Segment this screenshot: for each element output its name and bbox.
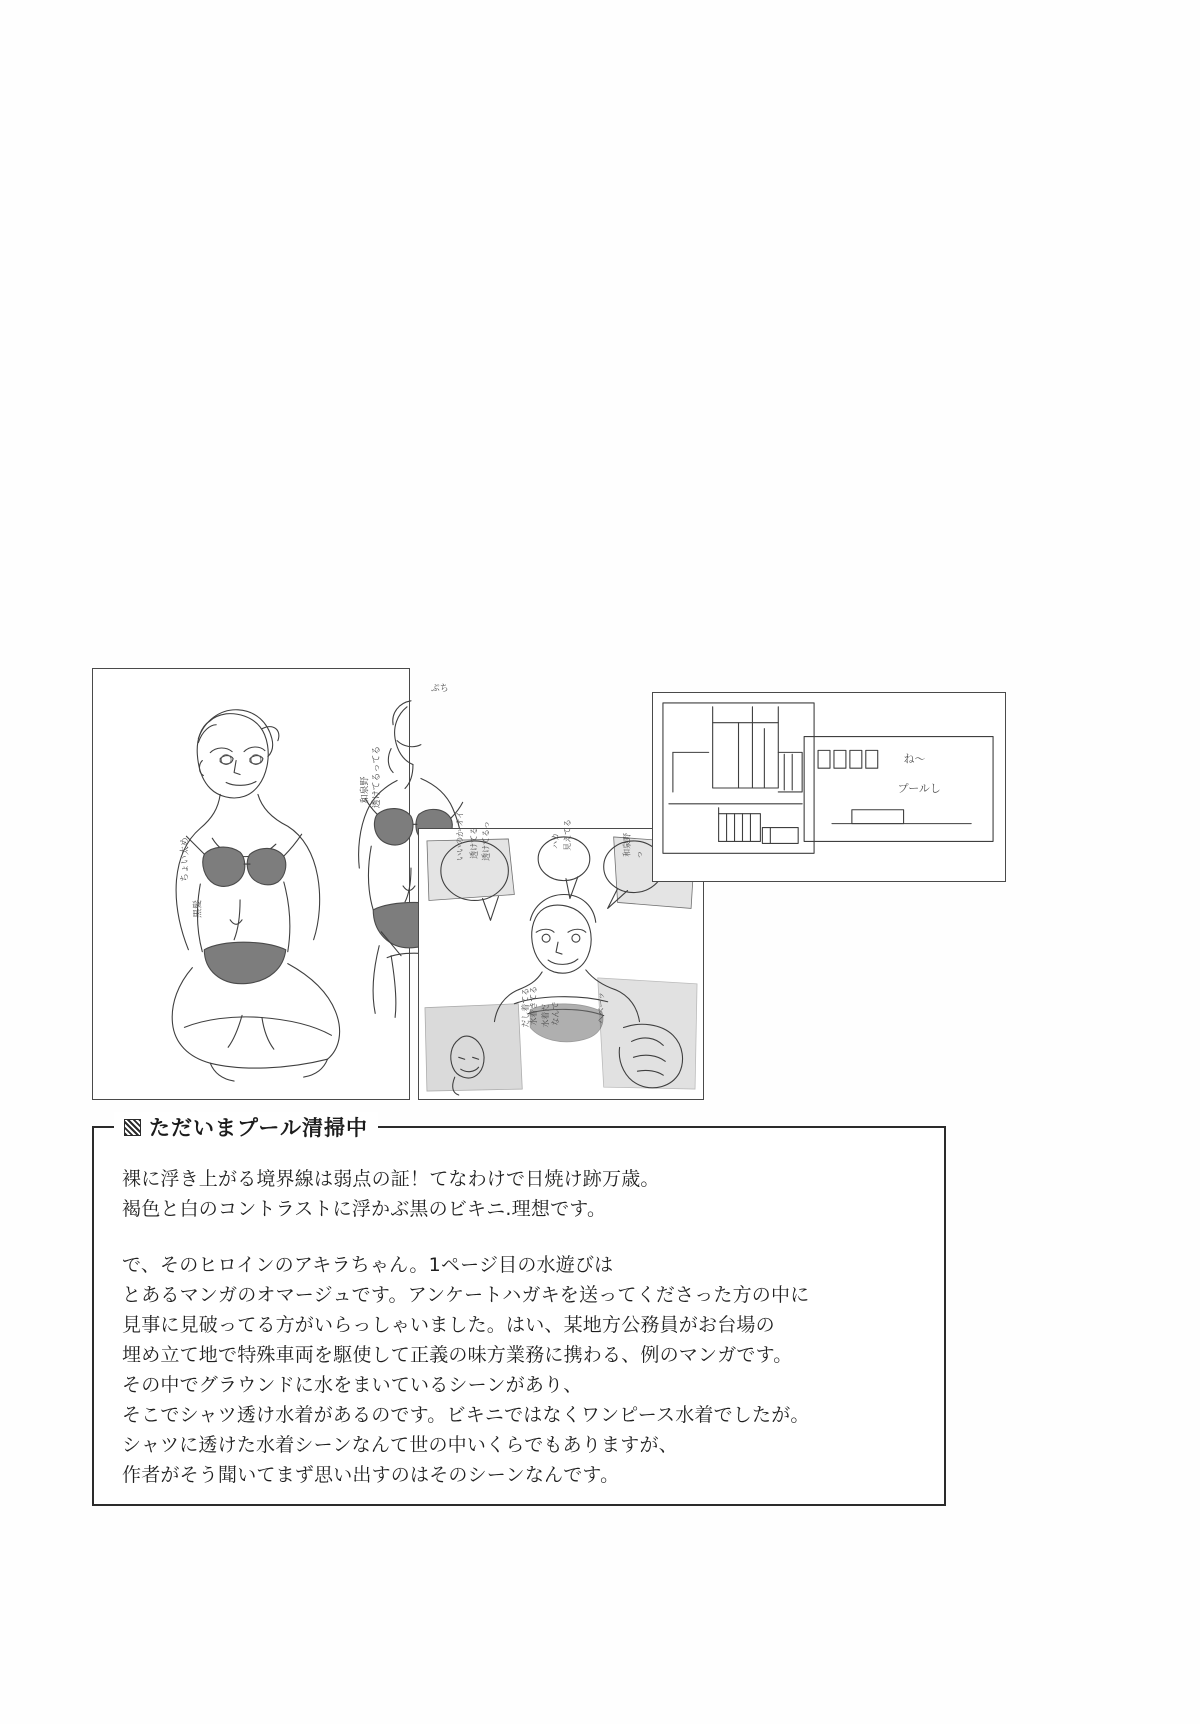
- svg-text:見えてる: 見えてる: [562, 819, 572, 851]
- svg-text:ハカ: ハカ: [551, 832, 561, 849]
- svg-text:ね〜: ね〜: [903, 752, 926, 766]
- svg-text:っ: っ: [634, 850, 644, 859]
- svg-text:なんで: なんで: [551, 1001, 561, 1026]
- svg-text:透けてるってる: 透けてるってる: [372, 745, 383, 809]
- svg-text:和泉野: 和泉野: [622, 832, 632, 857]
- character-sketch-drawing: [93, 669, 449, 1099]
- hatched-square-icon: [124, 1119, 141, 1136]
- afterword-line: 埋め立て地で特殊車両を駆使して正義の味方業務に携わる、例のマンガです。: [122, 1344, 793, 1367]
- svg-text:水着だ: 水着だ: [541, 1003, 551, 1028]
- svg-text:透けてるっ: 透けてるっ: [481, 821, 491, 861]
- afterword-title-group: [114, 1112, 378, 1142]
- svg-text:プールし: プールし: [897, 781, 941, 795]
- afterword-line: とあるマンガのオマージュです。アンケートハガキを送ってくださった方の中に: [122, 1284, 810, 1307]
- afterword-paragraph: [122, 1250, 920, 1490]
- afterword-line: 褐色と白のコントラストに浮かぶ黒のビキニ.理想です。: [122, 1198, 607, 1221]
- afterword-paragraph: [122, 1164, 920, 1224]
- svg-text:ちょい太め: ちょい太め: [180, 837, 191, 883]
- svg-text:ぷち: ぷち: [430, 683, 449, 694]
- afterword-line: 作者がそう聞いてまず思い出すのはそのシーンなんです。: [122, 1464, 620, 1487]
- svg-text:いいのか オイ: いいのか オイ: [455, 811, 465, 861]
- afterword-line: そこでシャツ透け水着があるのです。ビキニではなくワンピース水着でしたが。: [122, 1404, 810, 1427]
- afterword-title: ただいまプール清掃中: [149, 1116, 368, 1140]
- afterword-line: で、そのヒロインのアキラちゃん。1ページ目の水遊びは: [122, 1254, 614, 1277]
- afterword-line: シャツに透けた水着シーンなんて世の中いくらでもありますが、: [122, 1434, 678, 1457]
- svg-text:ヘベーッ: ヘベーッ: [596, 991, 606, 1024]
- svg-text:だし着てる: だし着てる: [521, 987, 531, 1028]
- character-sketch-panel: [92, 668, 449, 1100]
- svg-text:水着きてる: 水着きてる: [529, 985, 539, 1026]
- layout-rough-panel: [652, 692, 1006, 882]
- layout-rough-drawing: [653, 693, 1005, 881]
- svg-text:黒髪: 黒髪: [193, 899, 204, 918]
- afterword-line: 見事に見破ってる方がいらっしゃいました。はい、某地方公務員がお台場の: [122, 1314, 775, 1337]
- afterword-body: [122, 1164, 920, 1490]
- svg-text:透けてる: 透けてる: [469, 827, 479, 859]
- afterword-box: [92, 1116, 946, 1506]
- afterword-line: 裸に浮き上がる境界線は弱点の証！てなわけで日焼け跡万歳。: [122, 1168, 660, 1190]
- afterword-line: その中でグラウンドに水をまいているシーンがあり、: [122, 1374, 583, 1397]
- svg-text:和泉野: 和泉野: [360, 776, 371, 804]
